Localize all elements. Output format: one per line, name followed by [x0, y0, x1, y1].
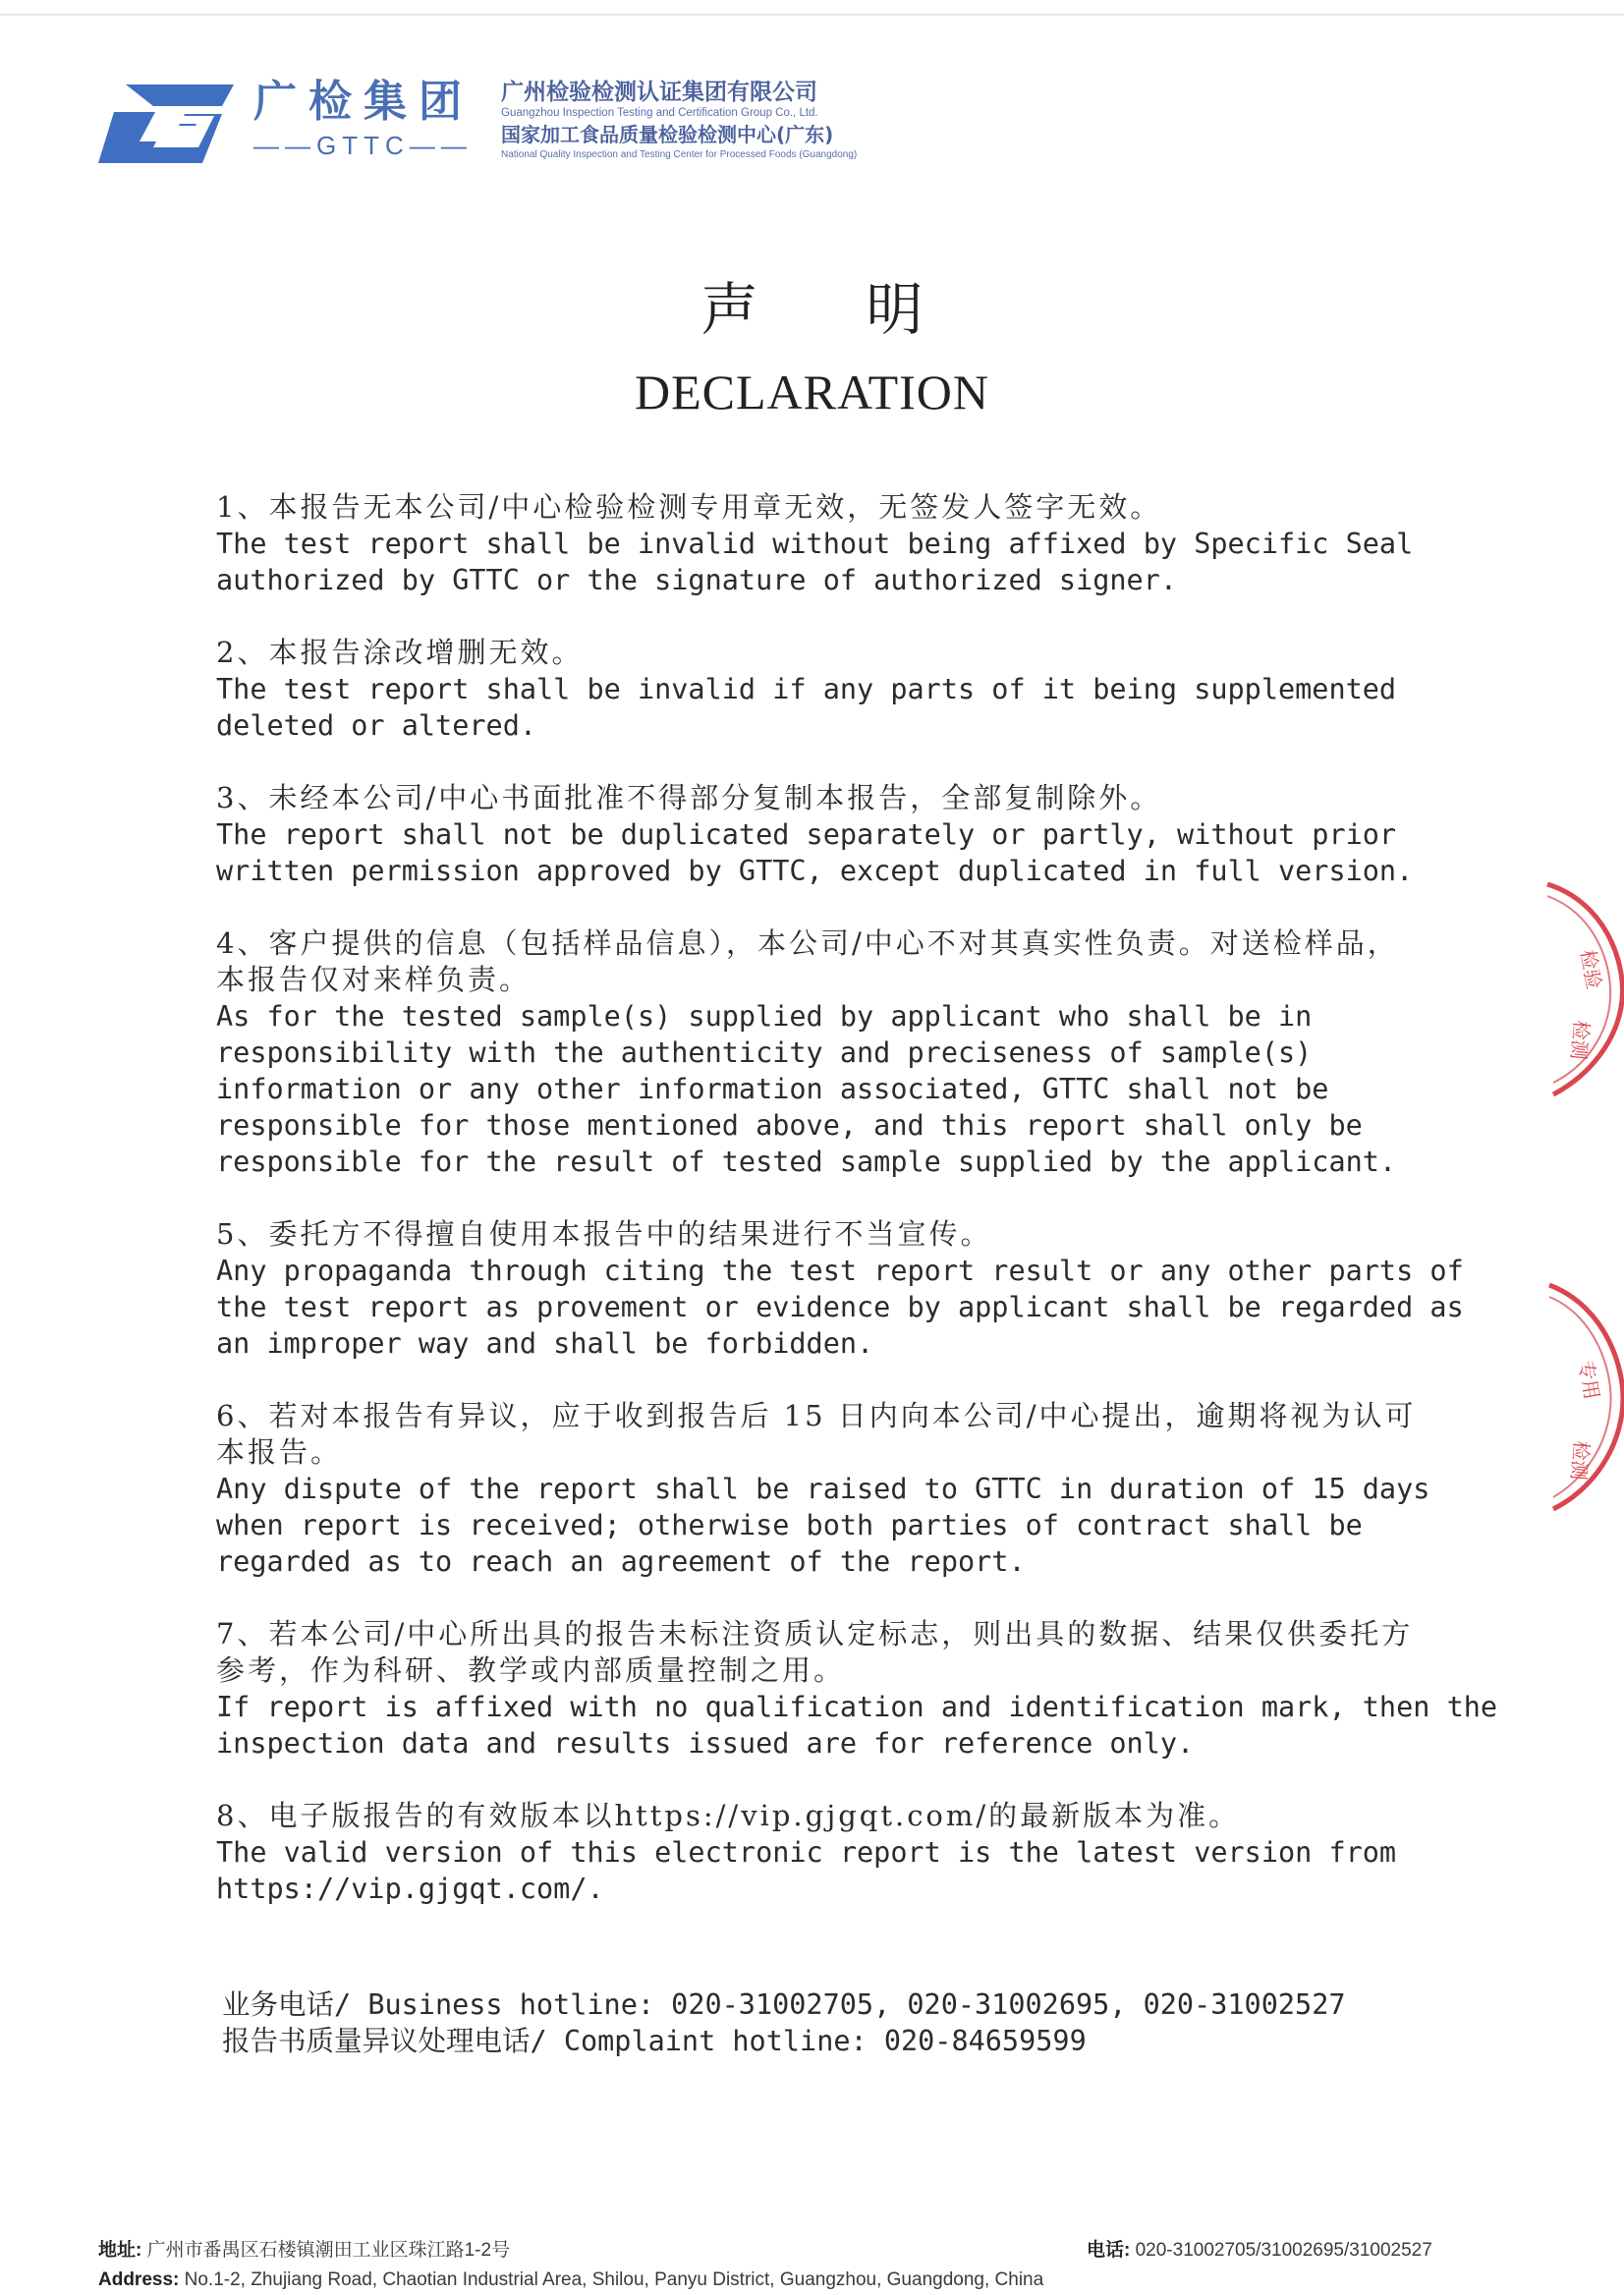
footer-row-en: [98, 2266, 1523, 2295]
declaration-item: [216, 1616, 1498, 1762]
svg-text:检测: 检测: [1566, 1019, 1594, 1061]
seal-stamp-fragment-icon: [1545, 882, 1624, 1096]
seal-stamp-fragment-icon: [1545, 1283, 1624, 1511]
declaration-item: [216, 780, 1484, 889]
declaration-text-en: Any dispute of the report shall be raised to GTTC in duration of 15 days: [216, 1473, 1430, 1505]
declaration-item: [216, 489, 1484, 598]
declaration-text-en: https://vip.gjgqt.com/.: [216, 1873, 604, 1905]
top-rule: [0, 14, 1624, 16]
declaration-text-en: If report is affixed with no qualification and identification mark, then the: [216, 1691, 1498, 1723]
declaration-text-en: responsible for the result of tested sample supplied by the applicant.: [216, 1146, 1397, 1178]
declaration-text-cn: 参考，作为科研、教学或内部质量控制之用。: [216, 1653, 846, 1687]
declaration-item: [216, 1798, 1484, 1907]
declaration-text-cn: 7、若本公司/中心所出具的报告未标注资质认定标志，则出具的数据、结果仅供委托方: [216, 1617, 1414, 1651]
declaration-item: [216, 1398, 1484, 1580]
svg-text:专用: 专用: [1574, 1358, 1604, 1402]
declaration-text-cn: 8、电子版报告的有效版本以https://vip.gjgqt.com/的最新版本为准。: [216, 1799, 1241, 1832]
declaration-list: [216, 489, 1498, 1943]
gttc-logo-icon: [96, 77, 236, 171]
declaration-text-cn: 本报告。: [216, 1435, 343, 1469]
brand-name-en: ——GTTC——: [253, 131, 473, 160]
phone-label: 电话:: [1087, 2240, 1131, 2261]
org-name-en: Guangzhou Inspection Testing and Certification Group Co., Ltd.: [501, 107, 818, 119]
address-cn: 广州市番禺区石楼镇潮田工业区珠江路1-2号: [146, 2240, 511, 2261]
address-en-label: Address:: [98, 2269, 180, 2290]
phone-block: [1087, 2236, 1432, 2266]
declaration-text-en: information or any other information associated, GTTC shall not be: [216, 1073, 1329, 1105]
declaration-text-en: regarded as to reach an agreement of the report.: [216, 1545, 1026, 1578]
declaration-text-en: an improper way and shall be forbidden.: [216, 1327, 874, 1360]
declaration-text-en: deleted or altered.: [216, 709, 537, 742]
declaration-text-cn: 6、若对本报告有异议，应于收到报告后 15 日内向本公司/中心提出，逾期将视为认可: [216, 1399, 1417, 1432]
hotlines: [222, 1987, 1401, 2059]
svg-text:检测: 检测: [1566, 1439, 1594, 1482]
svg-text:检验: 检验: [1576, 947, 1606, 991]
declaration-item: [216, 635, 1484, 744]
org-name-cn: 广州检验检测认证集团有限公司: [501, 80, 817, 105]
page-title-en: DECLARATION: [635, 364, 989, 420]
page-title-cn: 声明: [700, 276, 1032, 343]
declaration-text-en: As for the tested sample(s) supplied by applicant who shall be in: [216, 1000, 1313, 1033]
declaration-text-cn: 4、客户提供的信息（包括样品信息），本公司/中心不对其真实性负责。对送检样品，: [216, 926, 1399, 960]
address-cn-label: 地址:: [98, 2240, 142, 2261]
declaration-text-en: responsible for those mentioned above, and this report shall only be: [216, 1109, 1363, 1142]
complaint-hotline: 报告书质量异议处理电话/ Complaint hotline: 020-84659599: [222, 2025, 1087, 2057]
declaration-text-en: The valid version of this electronic report is the latest version from: [216, 1836, 1397, 1869]
declaration-text-en: responsibility with the authenticity and preciseness of sample(s): [216, 1036, 1313, 1069]
declaration-text-en: The test report shall be invalid if any parts of it being supplemented: [216, 673, 1397, 705]
footer-row-cn: [98, 2236, 1523, 2266]
organization-block: [501, 79, 914, 162]
business-hotline: 业务电话/ Business hotline: 020-31002705, 020-31002695, 020-31002527: [222, 1988, 1346, 2021]
footer: [98, 2236, 1523, 2295]
declaration-text-cn: 1、本报告无本公司/中心检验检测专用章无效，无签发人签字无效。: [216, 490, 1162, 524]
declaration-text-en: inspection data and results issued are for reference only.: [216, 1727, 1195, 1760]
declaration-item: [216, 1216, 1484, 1362]
declaration-text-cn: 3、未经本公司/中心书面批准不得部分复制本报告，全部复制除外。: [216, 781, 1162, 814]
declaration-text-en: The test report shall be invalid without being affixed by Specific Seal: [216, 528, 1414, 560]
declaration-text-en: Any propaganda through citing the test report result or any other parts of: [216, 1255, 1464, 1287]
brand-name-cn: 广检集团: [253, 77, 474, 127]
declaration-text-cn: 2、本报告涂改增删无效。: [216, 636, 584, 669]
declaration-text-en: authorized by GTTC or the signature of authorized signer.: [216, 564, 1178, 596]
letterhead: [96, 71, 902, 179]
center-name-cn: 国家加工食品质量检验检测中心(广东): [501, 123, 834, 146]
declaration-item: [216, 925, 1484, 1180]
declaration-text-en: The report shall not be duplicated separately or partly, without prior: [216, 818, 1397, 851]
declaration-text-cn: 本报告仅对来样负责。: [216, 963, 532, 996]
declaration-text-en: when report is received; otherwise both parties of contract shall be: [216, 1509, 1363, 1541]
phone-number: 020-31002705/31002695/31002527: [1135, 2240, 1432, 2261]
declaration-text-cn: 5、委托方不得擅自使用本报告中的结果进行不当宣传。: [216, 1217, 992, 1251]
brand-block: [253, 77, 474, 163]
declaration-text-en: the test report as provement or evidence by applicant shall be regarded as: [216, 1291, 1464, 1323]
center-name-en: National Quality Inspection and Testing Center for Processed Foods (Guangdong): [501, 149, 858, 160]
address-en: No.1-2, Zhujiang Road, Chaotian Industrial Area, Shilou, Panyu District, Guangzhou, Guangdong, China: [184, 2269, 1044, 2290]
declaration-text-en: written permission approved by GTTC, except duplicated in full version.: [216, 855, 1414, 887]
